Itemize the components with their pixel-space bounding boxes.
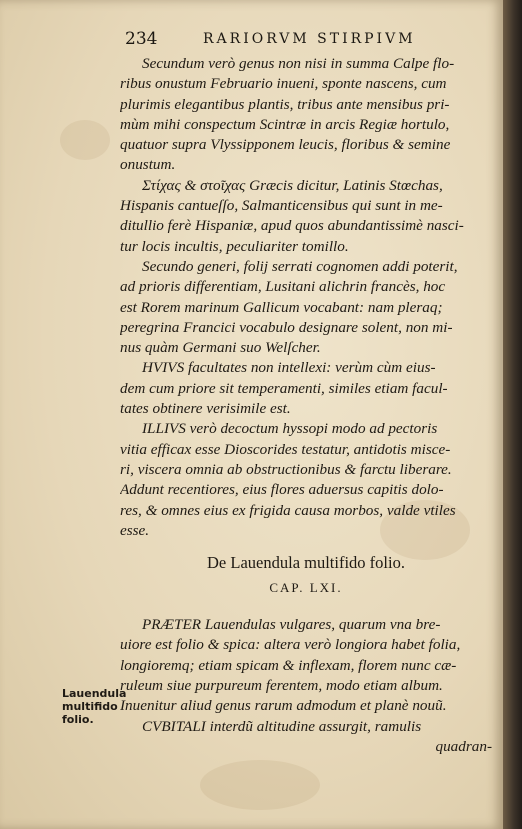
text-line: peregrina Francici vocabulo designare solent, non mi- <box>120 318 453 336</box>
text-line: ILLIVS verò decoctum hyssopi modo ad pectoris <box>142 420 438 438</box>
text-line: HVIVS facultates non intellexi: verùm cùm eius- <box>142 359 436 377</box>
text-line: mùm mihi conspectum Scintræ in arcis Regiæ hortulo, <box>120 115 450 133</box>
text-line: Hispanis cantueſſo, Salmanticensibus qui sunt in me- <box>120 197 443 215</box>
text-line: plurimis elegantibus plantis, tribus ante mensibus pri- <box>120 95 450 113</box>
text-line: ri, viscera omnia ab obstructionibus & farctu liberare. <box>120 460 452 478</box>
text-line: dem cum priore sit temperamenti, similes etiam facul- <box>120 379 448 397</box>
text-line: ribus onustum Februario inueni, sponte nascens, cum <box>120 75 447 93</box>
text-line: tates obtinere verisimile est. <box>120 400 291 418</box>
text-line: tur locis incultis, peculiariter tomillo. <box>120 237 349 255</box>
margin-note-line: multifido <box>62 700 118 713</box>
text-line: PRÆTER Lauendulas vulgares, quarum vna bre- <box>142 616 441 634</box>
margin-note <box>62 687 127 726</box>
page-header <box>125 29 503 51</box>
text-line: res, & omnes eius ex frigida causa morbos, valde vtiles <box>120 501 456 519</box>
text-line: ditullio ferè Hispaniæ, apud quos abundantissimè nasci- <box>120 217 464 235</box>
text-line: est Rorem marinum Gallicum vocabant: nam pleraq; <box>120 298 443 316</box>
text-block <box>120 54 492 757</box>
book-edge <box>503 0 522 829</box>
page-number: 234 <box>125 29 158 49</box>
text-line: longioremq; etiam spicam & inflexam, florem nunc cæ- <box>120 656 457 674</box>
chapter-heading: CAP. LXI. <box>269 580 343 596</box>
text-line: Secundo generi, folij serrati cognomen addi poterit, <box>142 257 458 275</box>
section-title: De Lauendula multifido folio. <box>207 553 405 573</box>
text-line: quadran- <box>435 737 492 755</box>
text-line: Addunt recentiores, eius flores aduersus capitis dolo- <box>120 481 444 499</box>
text-line: nus quàm Germani suo Welſcher. <box>120 339 321 357</box>
text-line: quatuor supra Vlyssipponem leucis, floribus & semine <box>120 136 451 154</box>
text-line: vitia efficax esse Dioscorides testatur, antidotis misce- <box>120 440 451 458</box>
margin-note-line: Lauendula <box>62 687 127 700</box>
text-line: uiore est folio & spica: altera verò longiora habet folia, <box>120 636 461 654</box>
text-line: Στίχας & στοῖχας Græcis dicitur, Latinis Stœchas, <box>142 176 443 194</box>
text-line: ruleum siue purpureum ferentem, modo etiam album. <box>120 677 443 695</box>
text-line: esse. <box>120 521 150 539</box>
text-line: Inuenitur aliud genus rarum admodum et planè nouũ. <box>120 697 447 715</box>
text-line: Secundum verò genus non nisi in summa Calpe flo- <box>142 55 455 72</box>
text-line: CVBITALI interdũ altitudine assurgit, ramulis <box>142 717 422 735</box>
text-line: onustum. <box>120 156 176 174</box>
running-title: RARIORVM STIRPIVM <box>203 31 416 47</box>
margin-note-line: folio. <box>62 713 94 726</box>
text-line: ad prioris differentiam, Lusitani alichrin francès, hoc <box>120 278 446 296</box>
